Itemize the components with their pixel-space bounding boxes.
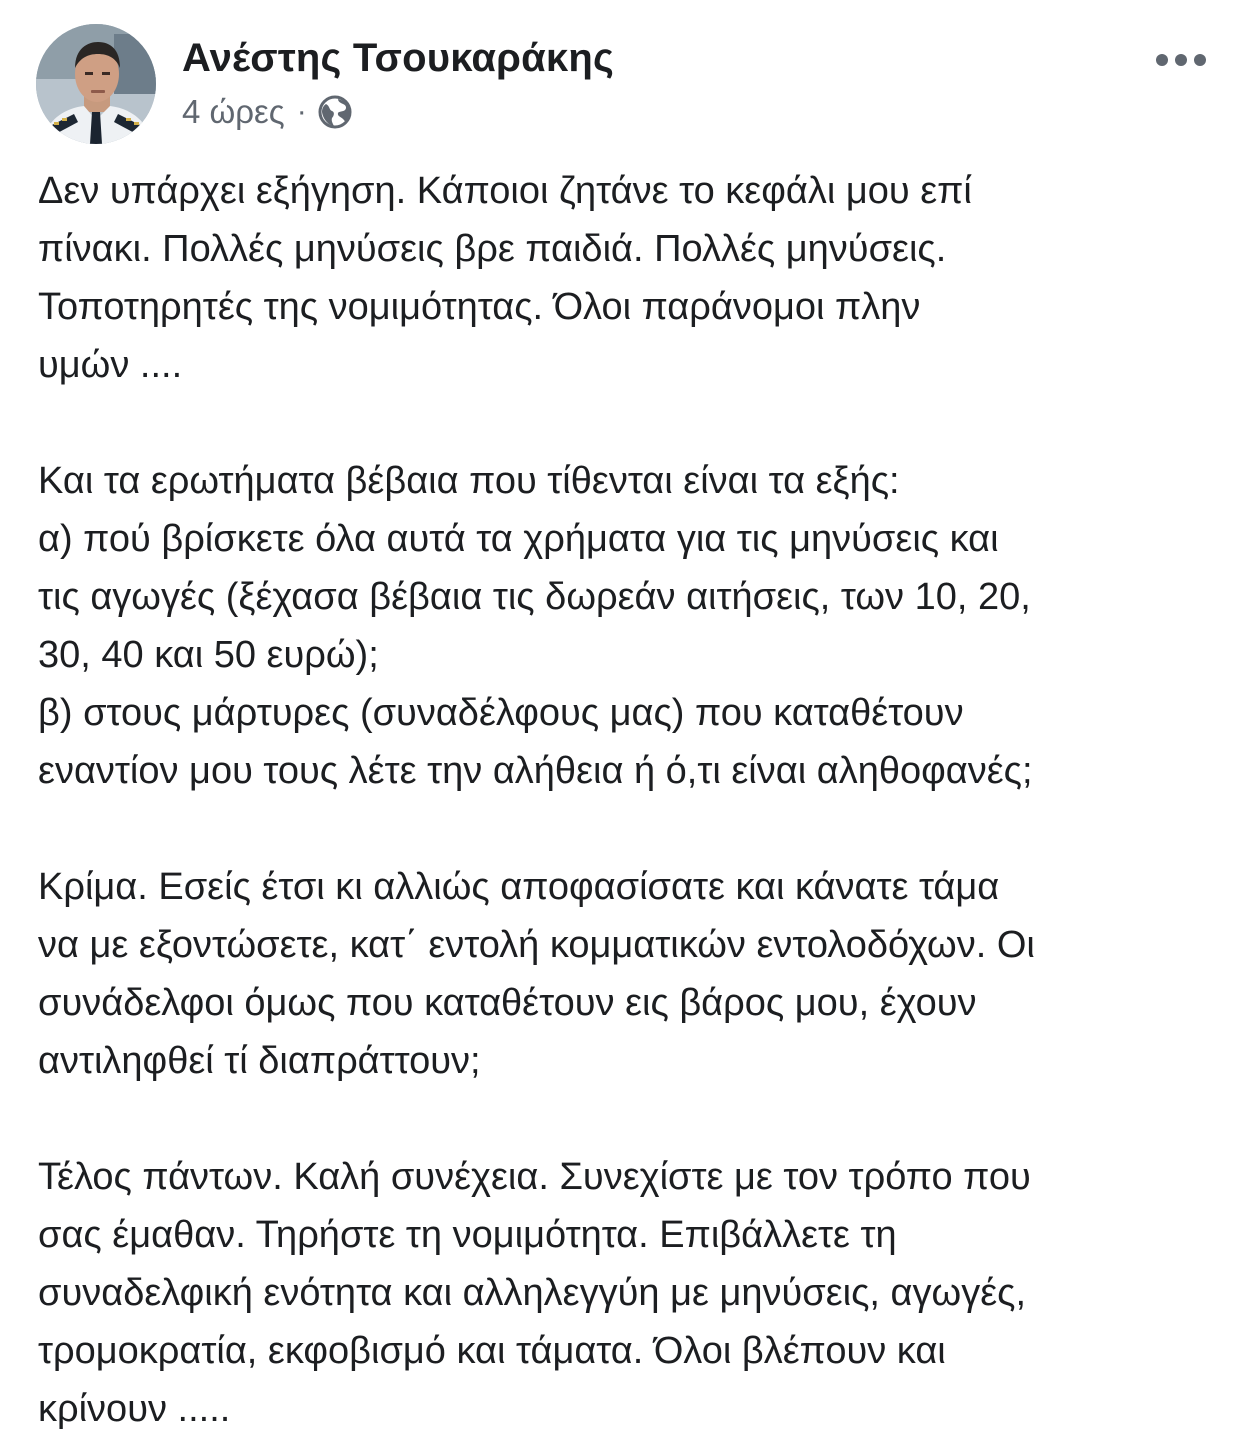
post-line: τις αγωγές (ξέχασα βέβαια τις δωρεάν αιτήσεις, των 10, 20, [38, 576, 1031, 618]
post-line: Κρίμα. Εσείς έτσι κι αλλιώς αποφασίσατε και κάνατε τάμα [38, 866, 1000, 908]
post-paragraph [38, 1148, 1218, 1438]
post-line: β) στους μάρτυρες (συναδέλφους μας) που καταθέτουν [38, 692, 964, 734]
post-line: υμών .... [38, 344, 183, 386]
author-name[interactable]: Ανέστης Τσουκαράκης [182, 36, 615, 80]
post-line: Τέλος πάντων. Καλή συνέχεια. Συνεχίστε με τον τρόπο που [38, 1156, 1031, 1198]
more-dot [1175, 54, 1187, 66]
post-line: εναντίον μου τους λέτε την αλήθεια ή ό,τι είναι αληθοφανές; [38, 750, 1033, 792]
author-avatar[interactable] [36, 24, 156, 144]
post-line: να με εξοντώσετε, κατ΄ εντολή κομματικών εντολοδόχων. Οι [38, 924, 1035, 966]
more-dot [1156, 54, 1168, 66]
post-paragraph [38, 162, 1218, 394]
post-line: συναδελφική ενότητα και αλληλεγγύη με μηνύσεις, αγωγές, [38, 1272, 1026, 1314]
globe-icon[interactable] [317, 94, 353, 130]
post-line: 30, 40 και 50 ευρώ); [38, 634, 379, 676]
post-line: συνάδελφοι όμως που καταθέτουν εις βάρος μου, έχουν [38, 982, 977, 1024]
post-paragraph [38, 858, 1218, 1090]
post-line: Δεν υπάρχει εξήγηση. Κάποιοι ζητάνε το κεφάλι μου επί [38, 170, 972, 212]
post-timestamp[interactable]: 4 ώρες [182, 93, 285, 130]
post-line: κρίνουν ..... [38, 1388, 231, 1430]
post-line: α) πού βρίσκετε όλα αυτά τα χρήματα για τις μηνύσεις και [38, 518, 999, 560]
meta-separator: · [296, 95, 307, 128]
post-body [38, 162, 1218, 1438]
post-line: σας έμαθαν. Τηρήστε τη νομιμότητα. Επιβάλλετε τη [38, 1214, 897, 1256]
post-meta [182, 90, 353, 134]
post-header [36, 24, 1206, 144]
more-options-icon[interactable] [1156, 48, 1206, 72]
post-line: Τοποτηρητές της νομιμότητας. Όλοι παράνομοι πλην [38, 286, 921, 328]
post-paragraph [38, 452, 1218, 800]
post-line: τρομοκρατία, εκφοβισμό και τάματα. Όλοι βλέπουν και [38, 1330, 946, 1372]
post-line: Και τα ερωτήματα βέβαια που τίθενται είναι τα εξής: [38, 460, 900, 502]
more-dot [1194, 54, 1206, 66]
post-line: αντιληφθεί τί διαπράττουν; [38, 1040, 481, 1082]
profile-photo-icon [36, 24, 156, 144]
post-line: πίνακι. Πολλές μηνύσεις βρε παιδιά. Πολλές μηνύσεις. [38, 228, 947, 270]
